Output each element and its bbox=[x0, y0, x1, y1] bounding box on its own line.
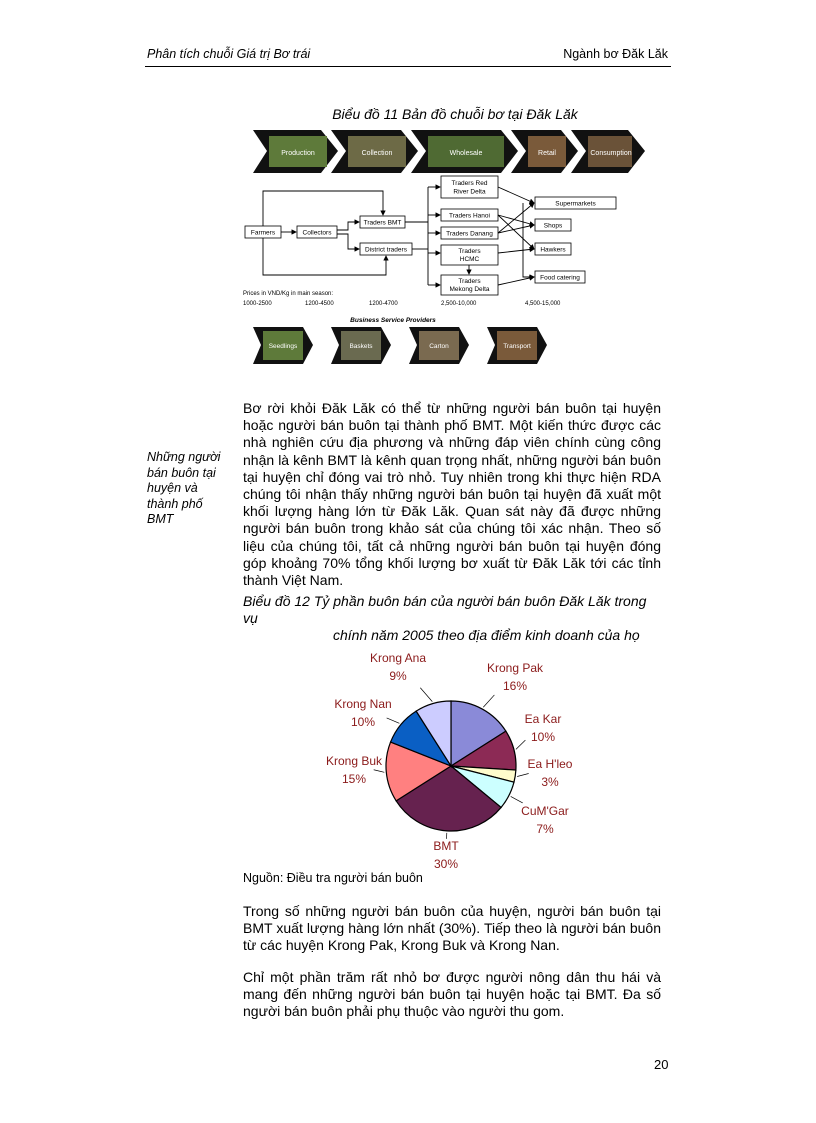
figure-12-caption bbox=[243, 593, 661, 644]
pie-chart bbox=[310, 640, 610, 870]
figure-11-caption: Biểu đồ 11 Bản đồ chuỗi bơ tại Đăk Lăk bbox=[332, 106, 578, 122]
pie-label-percent: 7% bbox=[536, 822, 554, 836]
pie-label-name: Ea Kar bbox=[524, 712, 562, 726]
node-food-catering-label: Food catering bbox=[540, 274, 580, 282]
node-collectors-label: Collectors bbox=[302, 229, 332, 237]
node-traders-mekong-label-2: Mekong Delta bbox=[449, 286, 490, 293]
node-traders-mekong-label-1: Traders bbox=[458, 278, 481, 285]
margin-note: Những người bán buôn tại huyện và thành phố BMT bbox=[147, 450, 221, 526]
bsp-carton-label: Carton bbox=[429, 343, 449, 350]
stage-label-retail: Retail bbox=[538, 150, 556, 157]
pie-leader-line bbox=[374, 770, 385, 773]
stage-label-production: Production bbox=[281, 150, 315, 157]
node-hawkers-label: Hawkers bbox=[540, 246, 566, 254]
pie-label-percent: 10% bbox=[350, 715, 376, 729]
paragraph-3: Chỉ một phần trăm rất nhỏ bơ được người nông dân thu hái và mang đến những người bán buôn tại huyện hoặc tại BMT. Đa số người bán buôn phải phụ thuộc vào người thu gom. bbox=[243, 969, 661, 1020]
source-note: Nguồn: Điều tra người bán buôn bbox=[243, 871, 423, 885]
header-title: Phân tích chuỗi Giá trị Bơ trái bbox=[147, 47, 311, 61]
bsp-row bbox=[253, 327, 547, 364]
paragraph-2: Trong số những người bán buôn của huyện, người bán buôn tại BMT xuất lượng hàng lớn nhất (30%). Tiếp theo là người bán buôn từ các huyện Krong Pak, Krong Buk và Krong Nan. bbox=[243, 903, 661, 954]
node-traders-danang-label: Traders Danang bbox=[446, 230, 493, 238]
price-wholesale: 2,500-10,000 bbox=[441, 301, 477, 307]
pie-label-name: Krong Ana bbox=[369, 651, 427, 665]
price-district: 1200-4700 bbox=[369, 301, 398, 307]
pie-label-percent: 30% bbox=[433, 857, 459, 870]
header-rule bbox=[145, 66, 671, 67]
pie-leader-line bbox=[420, 688, 432, 702]
edge-collectors-bmt bbox=[337, 222, 359, 230]
pie-leader-line bbox=[517, 774, 528, 777]
edge-collectors-district bbox=[337, 234, 359, 249]
pie-label-name: Krong Pak bbox=[486, 661, 544, 675]
pie-chart-container bbox=[310, 640, 610, 870]
pie-label-name: CuM'Gar bbox=[521, 804, 569, 818]
node-traders-bmt-label: Traders BMT bbox=[363, 219, 402, 227]
pie-leader-line bbox=[516, 740, 525, 749]
pie-leader-line bbox=[387, 718, 400, 723]
bsp-baskets-label: Baskets bbox=[349, 343, 373, 350]
stage-label-consumption: Consumption bbox=[590, 150, 632, 157]
bsp-transport-label: Transport bbox=[503, 343, 531, 350]
figure-12-caption-line-1: Biểu đồ 12 Tỷ phần buôn bán của người bán buôn Đăk Lăk trong vụ bbox=[243, 593, 647, 626]
pie-label-percent: 9% bbox=[389, 669, 407, 683]
pie-label-name: Krong Buk bbox=[325, 754, 383, 768]
value-chain-diagram bbox=[243, 127, 653, 372]
price-collectors: 1200-4500 bbox=[305, 301, 334, 307]
price-farmers: 1000-2500 bbox=[243, 301, 272, 307]
stage-label-collection: Collection bbox=[361, 150, 393, 157]
stage-arrows bbox=[253, 130, 645, 173]
node-traders-red-river-label-2: River Delta bbox=[453, 188, 486, 196]
page-number: 20 bbox=[654, 1057, 669, 1072]
header-section: Ngành bơ Đăk Lăk bbox=[563, 47, 668, 61]
paragraph-1: Bơ rời khỏi Đăk Lăk có thể từ những người bán buôn tại huyện hoặc người bán buôn tại thành phố BMT. Một kiến thức được các nhà nghiên cứu địa phương và những đáp viên chính cùng công nhận là kênh BMT là kênh quan trọng nhất, những người bán buôn tại huyện chỉ đóng vai trò nhỏ. Tuy nhiên trong khi thực hiện RDA chúng tôi nhận thấy những người bán buôn tại huyện đã xuất một khối lượng hàng lớn từ Đăk Lăk. Quan sát này đã được những người bán buôn trong khảo sát của chúng tôi xác nhận. Theo số liệu của chúng tôi, tất cả những người bán buôn tại huyện đóng góp khoảng 70% tổng khối lượng bơ xuất từ Đăk Lăk tới các tỉnh thành Việt Nam. bbox=[243, 400, 661, 589]
stage-label-wholesale: Wholesale bbox=[449, 150, 483, 157]
pie-label-name: Ea H'leo bbox=[527, 757, 573, 771]
pie-label-percent: 3% bbox=[541, 775, 559, 789]
node-traders-hcmc-label-1: Traders bbox=[458, 248, 481, 255]
prices-label: Prices in VND/Kg in main season: bbox=[243, 291, 334, 297]
price-retail: 4,500-15,000 bbox=[525, 301, 561, 307]
bsp-seedlings-label: Seedlings bbox=[268, 343, 298, 350]
pie-label-name: Krong Nan bbox=[334, 697, 392, 711]
pie-leader-line bbox=[483, 695, 494, 707]
pie-leader-line bbox=[511, 796, 523, 803]
node-traders-red-river-label-1: Traders Red bbox=[451, 180, 488, 187]
pie-label-percent: 10% bbox=[530, 730, 556, 744]
node-traders-hcmc-label-2: HCMC bbox=[459, 256, 480, 263]
node-district-traders-label: District traders bbox=[365, 246, 407, 254]
pie-label-percent: 15% bbox=[341, 772, 367, 786]
figure-12-caption-line-2: chính năm 2005 theo địa điểm kinh doanh của họ bbox=[333, 627, 640, 643]
pie-label-percent: 16% bbox=[502, 679, 528, 693]
node-shops-label: Shops bbox=[543, 222, 563, 230]
node-traders-hanoi-label: Traders Hanoi bbox=[449, 212, 490, 220]
node-supermarkets-label: Supermarkets bbox=[555, 200, 596, 208]
pie-label-name: BMT bbox=[433, 839, 459, 853]
node-farmers-label: Farmers bbox=[250, 229, 276, 237]
bsp-title: Business Service Providers bbox=[350, 317, 436, 324]
